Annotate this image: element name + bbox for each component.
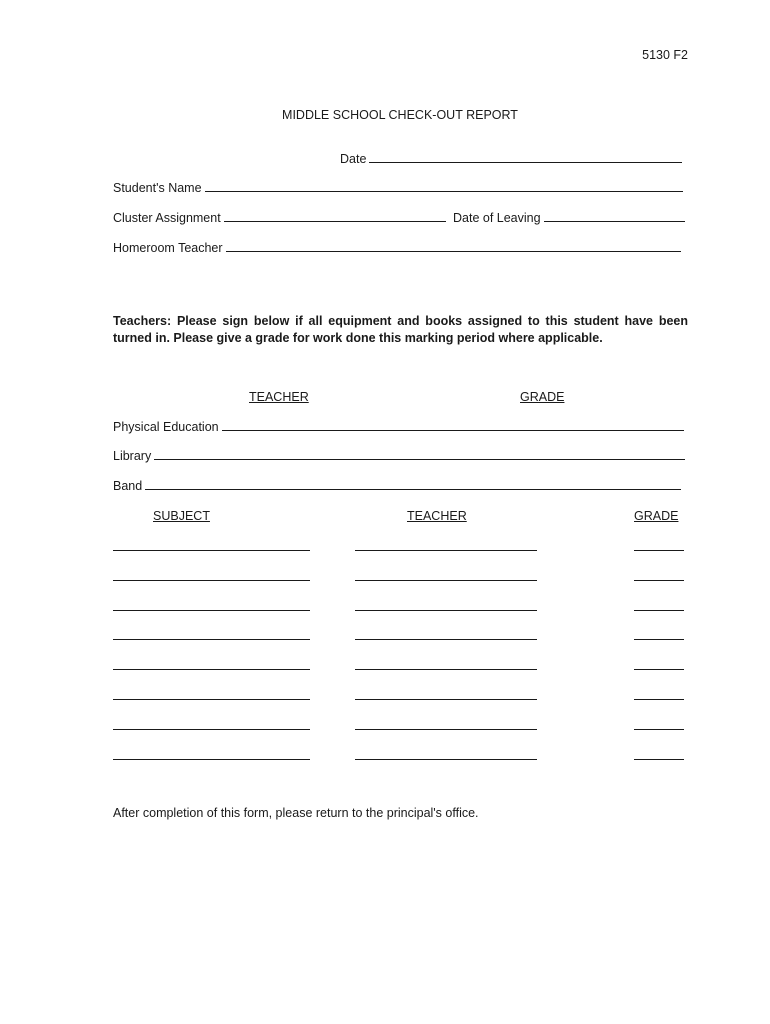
teacher-blank[interactable] [355,729,537,730]
page-title: MIDDLE SCHOOL CHECK-OUT REPORT [282,108,518,122]
homeroom-teacher-input[interactable] [226,240,681,252]
student-name-label: Student's Name [113,181,202,195]
grade-blank[interactable] [634,729,684,730]
homeroom-teacher-label: Homeroom Teacher [113,241,223,255]
library-input[interactable] [154,448,685,460]
physical-education-input[interactable] [222,419,684,431]
library-row [113,448,685,464]
band-row [113,478,681,494]
grade-blank[interactable] [634,550,684,551]
subject-blank[interactable] [113,580,310,581]
date-of-leaving-field [453,210,685,226]
grade-blank[interactable] [634,699,684,700]
physical-education-label: Physical Education [113,420,219,434]
cluster-assignment-field [113,210,446,226]
grade-blank[interactable] [634,759,684,760]
grade-blank[interactable] [634,610,684,611]
grade-column-header: GRADE [520,390,565,404]
form-number: 5130 F2 [642,48,688,62]
cluster-assignment-input[interactable] [224,210,446,222]
student-name-field [113,180,683,196]
subject-blank[interactable] [113,729,310,730]
teacher-blank[interactable] [355,639,537,640]
teacher-blank[interactable] [355,610,537,611]
subject-blank[interactable] [113,699,310,700]
subject-blank[interactable] [113,759,310,760]
teacher-column-header: TEACHER [249,390,309,404]
date-of-leaving-input[interactable] [544,210,685,222]
subject-blank[interactable] [113,610,310,611]
subject-grade-column-header: GRADE [634,509,679,523]
subject-blank[interactable] [113,669,310,670]
grade-blank[interactable] [634,669,684,670]
band-label: Band [113,479,143,493]
cluster-assignment-label: Cluster Assignment [113,211,221,225]
band-input[interactable] [145,478,681,490]
date-of-leaving-label: Date of Leaving [453,211,541,225]
teacher-blank[interactable] [355,550,537,551]
library-label: Library [113,449,152,463]
teacher-blank[interactable] [355,699,537,700]
date-field [340,151,682,167]
date-label: Date [340,152,367,166]
student-name-input[interactable] [205,180,683,192]
teacher-blank[interactable] [355,759,537,760]
grade-blank[interactable] [634,580,684,581]
homeroom-teacher-field [113,240,681,256]
subject-blank[interactable] [113,550,310,551]
footer-note: After completion of this form, please return to the principal's office. [113,806,479,820]
physical-education-row [113,419,684,435]
subject-blank[interactable] [113,639,310,640]
date-input[interactable] [369,151,682,163]
subject-column-header: SUBJECT [153,509,210,523]
teacher-blank[interactable] [355,580,537,581]
teacher-instructions: Teachers: Please sign below if all equipment and books assigned to this student have been turned in. Please give a grade for work done this marking period where applicable. [113,314,688,345]
teacher-blank[interactable] [355,669,537,670]
subject-teacher-column-header: TEACHER [407,509,467,523]
grade-blank[interactable] [634,639,684,640]
